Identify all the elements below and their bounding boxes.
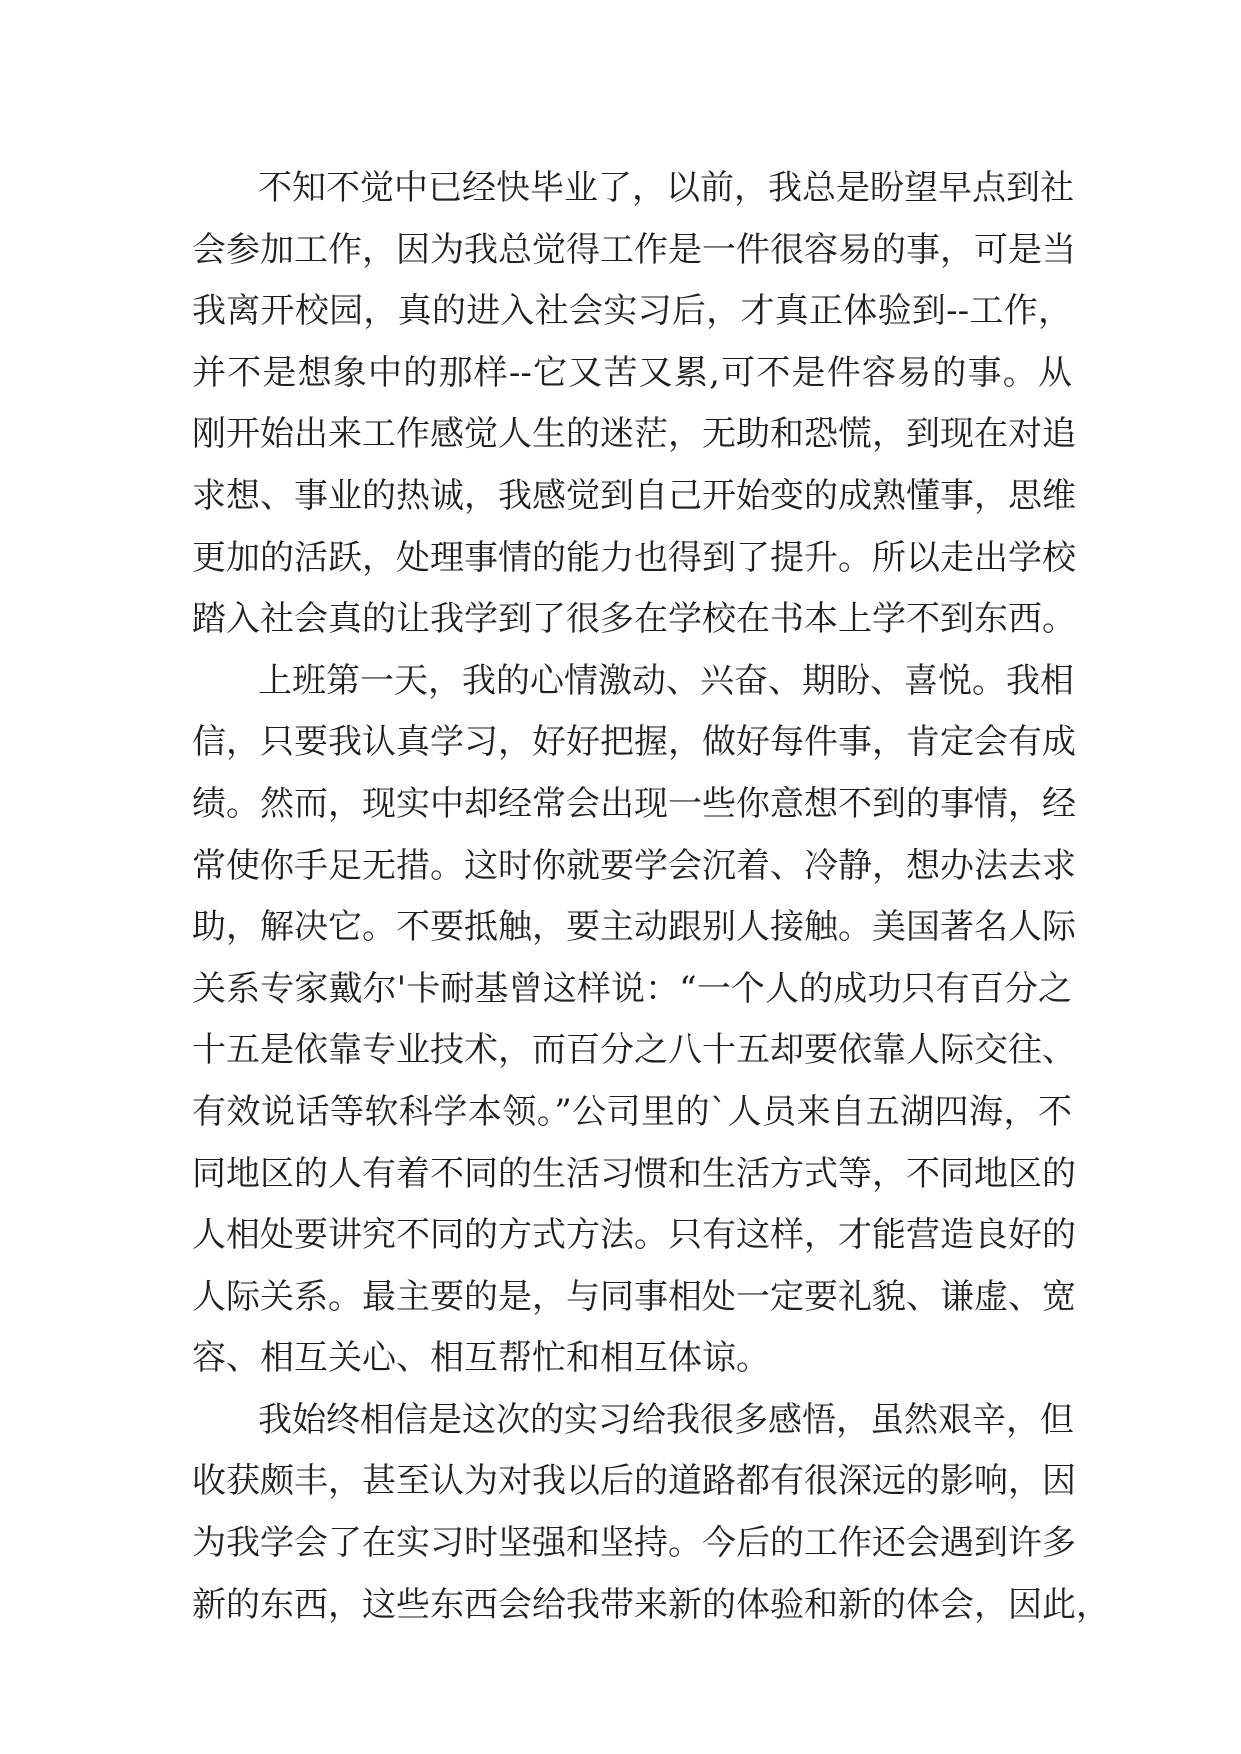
paragraph-1-line-8: 踏入社会真的让我学到了很多在学校在书本上学不到东西。 bbox=[192, 599, 1076, 640]
paragraph-2-line-2: 信，只要我认真学习，好好把握，做好每件事，肯定会有成 bbox=[192, 722, 1076, 763]
paragraph-2-line-4: 常使你手足无措。这时你就要学会沉着、冷静，想办法去求 bbox=[192, 845, 1076, 886]
paragraph-1-line-7: 更加的活跃，处理事情的能力也得到了提升。所以走出学校 bbox=[192, 537, 1076, 578]
paragraph-1-line-3: 我离开校园，真的进入社会实习后，才真正体验到--工作， bbox=[192, 291, 1072, 332]
document-body bbox=[192, 158, 1110, 1636]
paragraph-2-line-10: 人相处要讲究不同的方式方法。只有这样，才能营造良好的 bbox=[192, 1215, 1076, 1256]
paragraph-1-line-1: 不知不觉中已经快毕业了，以前，我总是盼望早点到社 bbox=[258, 168, 1074, 208]
paragraph-2-line-6: 关系专家戴尔'卡耐基曾这样说：“一个人的成功只有百分之 bbox=[192, 968, 1072, 1009]
paragraph-2-line-12: 容、相互关心、相互帮忙和相互体谅。 bbox=[192, 1338, 770, 1379]
paragraph-3-line-2: 收获颇丰，甚至认为对我以后的道路都有很深远的影响，因 bbox=[192, 1461, 1076, 1502]
paragraph-2-line-1: 上班第一天，我的心情激动、兴奋、期盼、喜悦。我相 bbox=[258, 660, 1074, 701]
paragraph-2-line-9: 同地区的人有着不同的生活习惯和生活方式等，不同地区的 bbox=[192, 1153, 1076, 1194]
paragraph-2-line-7: 十五是依靠专业技术，而百分之八十五却要依靠人际交往、 bbox=[192, 1030, 1076, 1071]
paragraph-3-line-1: 我始终相信是这次的实习给我很多感悟，虽然艰辛，但 bbox=[258, 1399, 1074, 1440]
paragraph-1-line-4: 并不是想象中的那样--它又苦又累,可不是件容易的事。从 bbox=[192, 352, 1072, 393]
paragraph-1-line-5: 刚开始出来工作感觉人生的迷茫，无助和恐慌，到现在对追 bbox=[192, 414, 1076, 455]
paragraph-3-line-4: 新的东西，这些东西会给我带来新的体验和新的体会，因此， bbox=[192, 1584, 1110, 1625]
paragraph-2-line-5: 助，解决它。不要抵触，要主动跟别人接触。美国著名人际 bbox=[192, 907, 1076, 948]
paragraph-1-line-6: 求想、事业的热诚，我感觉到自己开始变的成熟懂事，思维 bbox=[192, 475, 1076, 516]
paragraph-1-line-2: 会参加工作，因为我总觉得工作是一件很容易的事，可是当 bbox=[192, 229, 1076, 270]
paragraph-2-line-11: 人际关系。最主要的是，与同事相处一定要礼貌、谦虚、宽 bbox=[192, 1276, 1076, 1317]
paragraph-2-line-3: 绩。然而，现实中却经常会出现一些你意想不到的事情，经 bbox=[192, 783, 1076, 824]
paragraph-2-line-8: 有效说话等软科学本领。”公司里的`人员来自五湖四海，不 bbox=[192, 1091, 1072, 1132]
paragraph-3-line-3: 为我学会了在实习时坚强和坚持。今后的工作还会遇到许多 bbox=[192, 1523, 1076, 1564]
